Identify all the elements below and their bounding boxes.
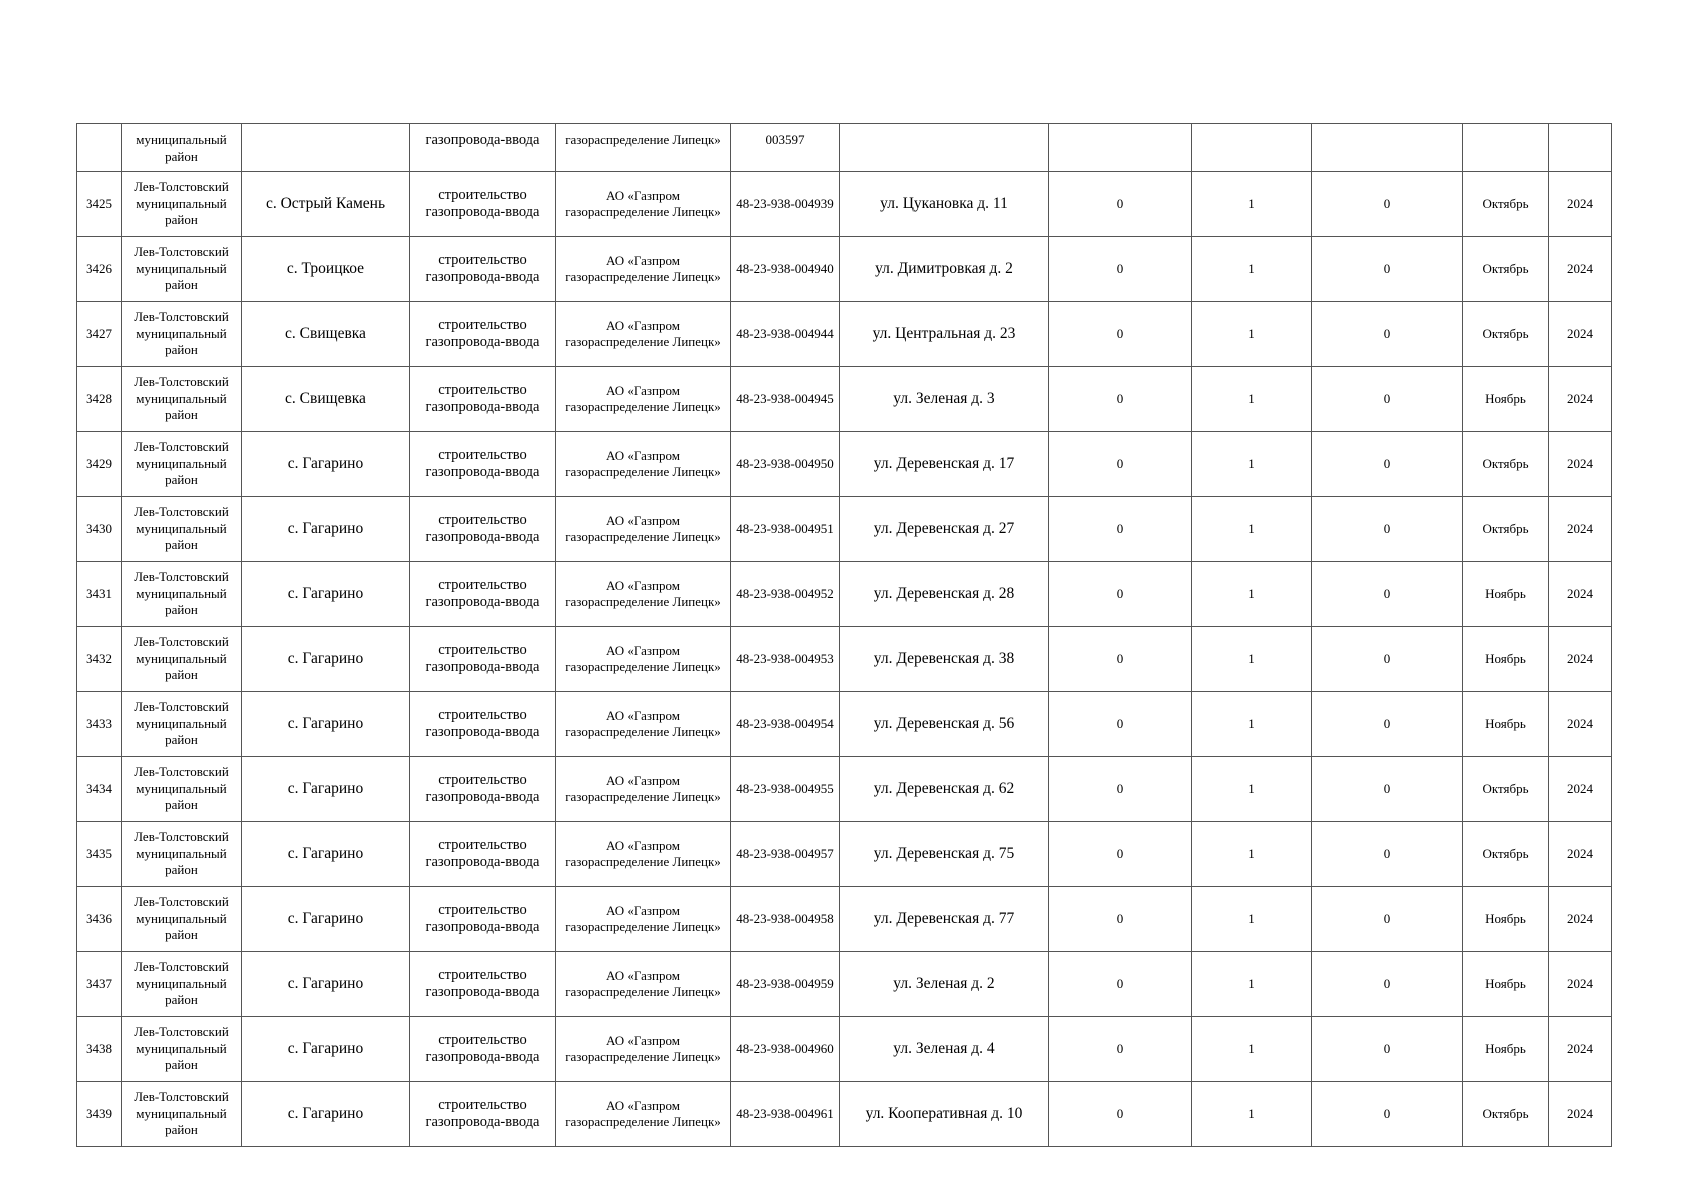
cell-district: Лев-Толстовский муниципальный район — [122, 887, 242, 952]
cell-district: Лев-Толстовский муниципальный район — [122, 237, 242, 302]
cell-c1: 0 — [1049, 172, 1192, 237]
cell-work: строительство газопровода-ввода — [410, 302, 556, 367]
cell-c2: 1 — [1192, 302, 1312, 367]
cell-num: 3438 — [77, 1017, 122, 1082]
cell-c1: 0 — [1049, 432, 1192, 497]
cell-work: строительство газопровода-ввода — [410, 172, 556, 237]
cell-month: Ноябрь — [1463, 1017, 1549, 1082]
cell-org: АО «Газпром газораспределение Липецк» — [556, 367, 731, 432]
cell-work: строительство газопровода-ввода — [410, 497, 556, 562]
cell-month: Октябрь — [1463, 172, 1549, 237]
table-row — [77, 952, 1612, 1017]
cell-c2: 1 — [1192, 692, 1312, 757]
cell-code: 48-23-938-004953 — [731, 627, 840, 692]
cell-settlement: с. Гагарино — [242, 952, 410, 1017]
cell-settlement: с. Гагарино — [242, 822, 410, 887]
cell-c1: 0 — [1049, 627, 1192, 692]
cell-code: 48-23-938-004944 — [731, 302, 840, 367]
cell-num — [77, 124, 122, 172]
cell-district: Лев-Толстовский муниципальный район — [122, 1017, 242, 1082]
cell-code: 48-23-938-004958 — [731, 887, 840, 952]
cell-c3: 0 — [1312, 237, 1463, 302]
cell-c2: 1 — [1192, 822, 1312, 887]
cell-code: 48-23-938-004951 — [731, 497, 840, 562]
cell-district: Лев-Толстовский муниципальный район — [122, 172, 242, 237]
cell-c1: 0 — [1049, 952, 1192, 1017]
cell-c3: 0 — [1312, 887, 1463, 952]
cell-year: 2024 — [1549, 757, 1612, 822]
cell-address: ул. Деревенская д. 38 — [840, 627, 1049, 692]
cell-settlement: с. Гагарино — [242, 497, 410, 562]
cell-year: 2024 — [1549, 432, 1612, 497]
cell-address: ул. Деревенская д. 77 — [840, 887, 1049, 952]
cell-year — [1549, 124, 1612, 172]
cell-month: Ноябрь — [1463, 952, 1549, 1017]
cell-district: Лев-Толстовский муниципальный район — [122, 367, 242, 432]
cell-address: ул. Димитровкая д. 2 — [840, 237, 1049, 302]
cell-num: 3425 — [77, 172, 122, 237]
cell-c2: 1 — [1192, 497, 1312, 562]
table-row — [77, 562, 1612, 627]
cell-address: ул. Кооперативная д. 10 — [840, 1082, 1049, 1147]
gas-connection-table — [76, 123, 1612, 1147]
cell-c3 — [1312, 124, 1463, 172]
cell-district: Лев-Толстовский муниципальный район — [122, 952, 242, 1017]
cell-c2: 1 — [1192, 952, 1312, 1017]
cell-settlement: с. Гагарино — [242, 562, 410, 627]
cell-settlement: с. Гагарино — [242, 757, 410, 822]
table-row — [77, 432, 1612, 497]
cell-settlement: с. Гагарино — [242, 1017, 410, 1082]
cell-month: Ноябрь — [1463, 887, 1549, 952]
table-row — [77, 757, 1612, 822]
cell-work: строительство газопровода-ввода — [410, 692, 556, 757]
cell-org: газораспределение Липецк» — [556, 124, 731, 172]
cell-address: ул. Цукановка д. 11 — [840, 172, 1049, 237]
cell-month: Октябрь — [1463, 757, 1549, 822]
cell-org: АО «Газпром газораспределение Липецк» — [556, 1017, 731, 1082]
cell-work: строительство газопровода-ввода — [410, 887, 556, 952]
cell-c3: 0 — [1312, 822, 1463, 887]
cell-address: ул. Зеленая д. 3 — [840, 367, 1049, 432]
cell-code: 48-23-938-004940 — [731, 237, 840, 302]
cell-c2: 1 — [1192, 432, 1312, 497]
table-body — [77, 124, 1612, 1147]
cell-month: Октябрь — [1463, 302, 1549, 367]
cell-org: АО «Газпром газораспределение Липецк» — [556, 432, 731, 497]
cell-num: 3439 — [77, 1082, 122, 1147]
table-row — [77, 1017, 1612, 1082]
cell-year: 2024 — [1549, 887, 1612, 952]
cell-num: 3428 — [77, 367, 122, 432]
cell-c1: 0 — [1049, 237, 1192, 302]
cell-code: 48-23-938-004959 — [731, 952, 840, 1017]
cell-year: 2024 — [1549, 627, 1612, 692]
cell-address: ул. Деревенская д. 28 — [840, 562, 1049, 627]
cell-month: Октябрь — [1463, 432, 1549, 497]
cell-work: строительство газопровода-ввода — [410, 237, 556, 302]
cell-num: 3427 — [77, 302, 122, 367]
cell-c3: 0 — [1312, 497, 1463, 562]
cell-num: 3437 — [77, 952, 122, 1017]
cell-address: ул. Зеленая д. 4 — [840, 1017, 1049, 1082]
cell-address: ул. Деревенская д. 56 — [840, 692, 1049, 757]
cell-num: 3433 — [77, 692, 122, 757]
cell-settlement: с. Гагарино — [242, 887, 410, 952]
cell-org: АО «Газпром газораспределение Липецк» — [556, 172, 731, 237]
cell-code: 48-23-938-004952 — [731, 562, 840, 627]
cell-month: Октябрь — [1463, 822, 1549, 887]
cell-c1: 0 — [1049, 692, 1192, 757]
cell-district: Лев-Толстовский муниципальный район — [122, 302, 242, 367]
cell-address: ул. Центральная д. 23 — [840, 302, 1049, 367]
cell-address — [840, 124, 1049, 172]
cell-district: муниципальный район — [122, 124, 242, 172]
cell-num: 3435 — [77, 822, 122, 887]
table-row — [77, 822, 1612, 887]
cell-c1: 0 — [1049, 302, 1192, 367]
cell-settlement: с. Свищевка — [242, 367, 410, 432]
cell-month: Ноябрь — [1463, 562, 1549, 627]
cell-code: 003597 — [731, 124, 840, 172]
cell-c1: 0 — [1049, 562, 1192, 627]
cell-work: строительство газопровода-ввода — [410, 822, 556, 887]
cell-settlement: с. Гагарино — [242, 1082, 410, 1147]
cell-org: АО «Газпром газораспределение Липецк» — [556, 627, 731, 692]
cell-year: 2024 — [1549, 237, 1612, 302]
cell-settlement: с. Гагарино — [242, 692, 410, 757]
cell-year: 2024 — [1549, 302, 1612, 367]
cell-address: ул. Деревенская д. 27 — [840, 497, 1049, 562]
cell-year: 2024 — [1549, 1082, 1612, 1147]
cell-c2: 1 — [1192, 627, 1312, 692]
cell-district: Лев-Толстовский муниципальный район — [122, 1082, 242, 1147]
cell-org: АО «Газпром газораспределение Липецк» — [556, 497, 731, 562]
cell-c3: 0 — [1312, 302, 1463, 367]
cell-c1: 0 — [1049, 1017, 1192, 1082]
cell-work: строительство газопровода-ввода — [410, 562, 556, 627]
cell-org: АО «Газпром газораспределение Липецк» — [556, 757, 731, 822]
cell-work: газопровода-ввода — [410, 124, 556, 172]
cell-c2 — [1192, 124, 1312, 172]
cell-address: ул. Деревенская д. 17 — [840, 432, 1049, 497]
cell-district: Лев-Толстовский муниципальный район — [122, 497, 242, 562]
cell-month: Октябрь — [1463, 1082, 1549, 1147]
cell-year: 2024 — [1549, 952, 1612, 1017]
cell-num: 3426 — [77, 237, 122, 302]
cell-month: Октябрь — [1463, 237, 1549, 302]
cell-c1: 0 — [1049, 757, 1192, 822]
cell-c2: 1 — [1192, 757, 1312, 822]
cell-code: 48-23-938-004961 — [731, 1082, 840, 1147]
cell-work: строительство газопровода-ввода — [410, 627, 556, 692]
table-row-continuation — [77, 124, 1612, 172]
cell-year: 2024 — [1549, 692, 1612, 757]
cell-c3: 0 — [1312, 627, 1463, 692]
cell-c1: 0 — [1049, 887, 1192, 952]
cell-settlement: с. Свищевка — [242, 302, 410, 367]
cell-month: Ноябрь — [1463, 627, 1549, 692]
cell-year: 2024 — [1549, 822, 1612, 887]
cell-org: АО «Газпром газораспределение Липецк» — [556, 237, 731, 302]
cell-month: Ноябрь — [1463, 692, 1549, 757]
cell-work: строительство газопровода-ввода — [410, 952, 556, 1017]
table-row — [77, 172, 1612, 237]
cell-settlement: с. Троицкое — [242, 237, 410, 302]
cell-code: 48-23-938-004939 — [731, 172, 840, 237]
cell-settlement: с. Острый Камень — [242, 172, 410, 237]
cell-c3: 0 — [1312, 692, 1463, 757]
table-row — [77, 692, 1612, 757]
cell-district: Лев-Толстовский муниципальный район — [122, 432, 242, 497]
cell-code: 48-23-938-004945 — [731, 367, 840, 432]
cell-c2: 1 — [1192, 562, 1312, 627]
cell-month — [1463, 124, 1549, 172]
cell-district: Лев-Толстовский муниципальный район — [122, 692, 242, 757]
cell-c1 — [1049, 124, 1192, 172]
table-row — [77, 1082, 1612, 1147]
cell-c1: 0 — [1049, 497, 1192, 562]
cell-org: АО «Газпром газораспределение Липецк» — [556, 887, 731, 952]
cell-c2: 1 — [1192, 1082, 1312, 1147]
cell-code: 48-23-938-004957 — [731, 822, 840, 887]
cell-org: АО «Газпром газораспределение Липецк» — [556, 952, 731, 1017]
cell-district: Лев-Толстовский муниципальный район — [122, 822, 242, 887]
cell-c2: 1 — [1192, 237, 1312, 302]
cell-c3: 0 — [1312, 757, 1463, 822]
cell-work: строительство газопровода-ввода — [410, 757, 556, 822]
cell-address: ул. Деревенская д. 62 — [840, 757, 1049, 822]
cell-c1: 0 — [1049, 1082, 1192, 1147]
table-row — [77, 237, 1612, 302]
cell-c3: 0 — [1312, 1082, 1463, 1147]
cell-district: Лев-Толстовский муниципальный район — [122, 627, 242, 692]
table-row — [77, 497, 1612, 562]
cell-district: Лев-Толстовский муниципальный район — [122, 562, 242, 627]
cell-c2: 1 — [1192, 1017, 1312, 1082]
cell-settlement — [242, 124, 410, 172]
cell-c3: 0 — [1312, 172, 1463, 237]
cell-c1: 0 — [1049, 367, 1192, 432]
cell-c3: 0 — [1312, 367, 1463, 432]
cell-c3: 0 — [1312, 432, 1463, 497]
cell-work: строительство газопровода-ввода — [410, 367, 556, 432]
table-row — [77, 887, 1612, 952]
cell-code: 48-23-938-004950 — [731, 432, 840, 497]
cell-c3: 0 — [1312, 952, 1463, 1017]
cell-org: АО «Газпром газораспределение Липецк» — [556, 302, 731, 367]
cell-year: 2024 — [1549, 497, 1612, 562]
cell-c2: 1 — [1192, 172, 1312, 237]
cell-c2: 1 — [1192, 887, 1312, 952]
cell-org: АО «Газпром газораспределение Липецк» — [556, 822, 731, 887]
cell-code: 48-23-938-004960 — [731, 1017, 840, 1082]
cell-district: Лев-Толстовский муниципальный район — [122, 757, 242, 822]
cell-num: 3432 — [77, 627, 122, 692]
cell-year: 2024 — [1549, 172, 1612, 237]
cell-num: 3430 — [77, 497, 122, 562]
table-row — [77, 302, 1612, 367]
cell-month: Октябрь — [1463, 497, 1549, 562]
cell-code: 48-23-938-004955 — [731, 757, 840, 822]
cell-c3: 0 — [1312, 1017, 1463, 1082]
cell-work: строительство газопровода-ввода — [410, 1017, 556, 1082]
cell-num: 3431 — [77, 562, 122, 627]
cell-work: строительство газопровода-ввода — [410, 432, 556, 497]
table-row — [77, 627, 1612, 692]
cell-num: 3429 — [77, 432, 122, 497]
cell-org: АО «Газпром газораспределение Липецк» — [556, 1082, 731, 1147]
cell-code: 48-23-938-004954 — [731, 692, 840, 757]
cell-year: 2024 — [1549, 367, 1612, 432]
cell-year: 2024 — [1549, 562, 1612, 627]
cell-address: ул. Зеленая д. 2 — [840, 952, 1049, 1017]
cell-c2: 1 — [1192, 367, 1312, 432]
cell-org: АО «Газпром газораспределение Липецк» — [556, 692, 731, 757]
cell-month: Ноябрь — [1463, 367, 1549, 432]
cell-settlement: с. Гагарино — [242, 432, 410, 497]
cell-num: 3436 — [77, 887, 122, 952]
cell-settlement: с. Гагарино — [242, 627, 410, 692]
cell-year: 2024 — [1549, 1017, 1612, 1082]
cell-address: ул. Деревенская д. 75 — [840, 822, 1049, 887]
cell-work: строительство газопровода-ввода — [410, 1082, 556, 1147]
cell-num: 3434 — [77, 757, 122, 822]
table-row — [77, 367, 1612, 432]
cell-c3: 0 — [1312, 562, 1463, 627]
cell-c1: 0 — [1049, 822, 1192, 887]
cell-org: АО «Газпром газораспределение Липецк» — [556, 562, 731, 627]
